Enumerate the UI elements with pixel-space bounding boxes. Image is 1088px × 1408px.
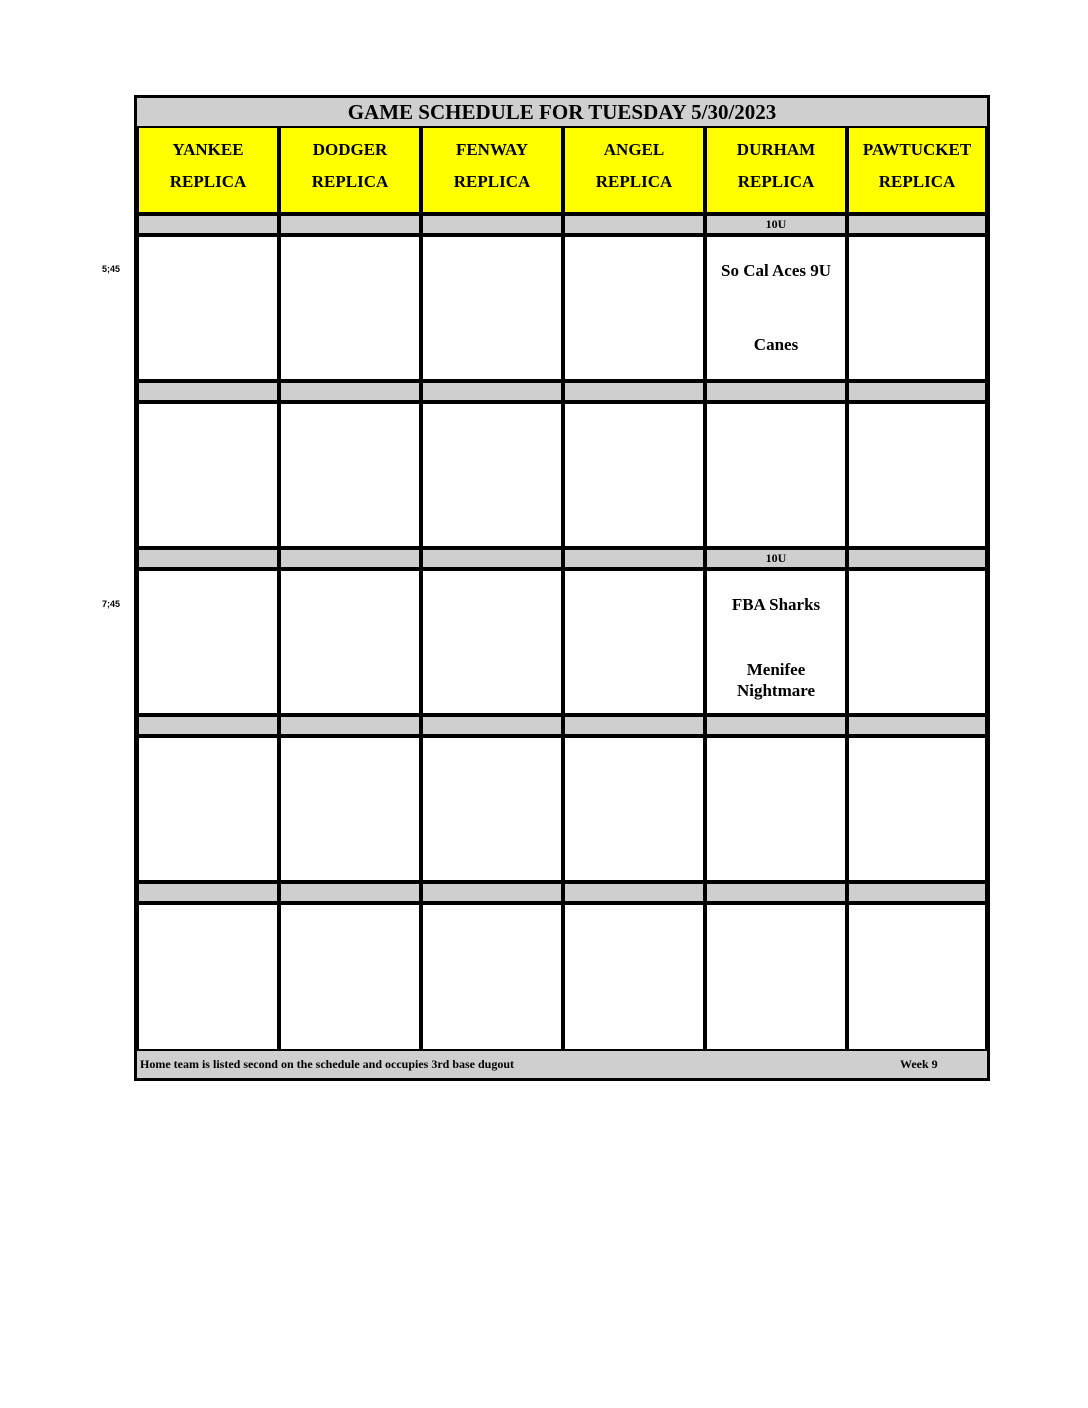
field-name: PAWTUCKET bbox=[862, 140, 972, 159]
game-slot bbox=[137, 569, 279, 715]
division-strip bbox=[279, 548, 421, 569]
division-strip bbox=[421, 882, 563, 903]
game-slot-durham-2 bbox=[705, 569, 847, 715]
field-header-fenway bbox=[421, 126, 563, 214]
division-strip bbox=[137, 882, 279, 903]
division-strip bbox=[847, 214, 987, 235]
game-slot bbox=[279, 569, 421, 715]
division-strip bbox=[705, 715, 847, 736]
division-strip bbox=[137, 715, 279, 736]
field-name: DODGER bbox=[312, 140, 388, 159]
division-strip bbox=[847, 381, 987, 402]
division-strip bbox=[421, 381, 563, 402]
division-strip bbox=[279, 214, 421, 235]
division-strip-durham: 10U bbox=[705, 214, 847, 235]
game-slot bbox=[705, 736, 847, 882]
game-slot bbox=[563, 569, 705, 715]
division-strip bbox=[279, 715, 421, 736]
game-slot bbox=[421, 569, 563, 715]
game-slot bbox=[421, 903, 563, 1051]
game-slot bbox=[847, 903, 987, 1051]
game-slot bbox=[137, 235, 279, 381]
game-slot bbox=[279, 736, 421, 882]
field-header-durham bbox=[705, 126, 847, 214]
division-strip bbox=[563, 214, 705, 235]
field-sub: REPLICA bbox=[453, 172, 531, 191]
game-slot bbox=[705, 402, 847, 548]
schedule-title: GAME SCHEDULE FOR TUESDAY 5/30/2023 bbox=[137, 98, 987, 126]
game-slot bbox=[279, 903, 421, 1051]
game-slot bbox=[847, 569, 987, 715]
game-slot bbox=[279, 402, 421, 548]
time-label: 5;45 bbox=[102, 264, 121, 274]
field-header-yankee bbox=[137, 126, 279, 214]
division-strip bbox=[847, 882, 987, 903]
field-header-angel bbox=[563, 126, 705, 214]
division-strip bbox=[705, 882, 847, 903]
division-strip bbox=[137, 548, 279, 569]
field-sub: REPLICA bbox=[737, 172, 815, 191]
division-strip bbox=[137, 381, 279, 402]
division-strip-durham: 10U bbox=[705, 548, 847, 569]
game-slot bbox=[421, 736, 563, 882]
field-header-pawtucket bbox=[847, 126, 987, 214]
home-team: Canes bbox=[753, 335, 799, 354]
footer-bar bbox=[137, 1051, 987, 1078]
field-name: ANGEL bbox=[603, 140, 665, 159]
field-header-dodger bbox=[279, 126, 421, 214]
away-team: So Cal Aces 9U bbox=[720, 261, 832, 280]
game-slot bbox=[563, 736, 705, 882]
game-slot bbox=[421, 402, 563, 548]
division-strip bbox=[421, 715, 563, 736]
division-strip bbox=[279, 381, 421, 402]
home-team: Menifee Nightmare bbox=[736, 660, 816, 700]
week-label: Week 9 bbox=[900, 1057, 938, 1071]
away-team: FBA Sharks bbox=[731, 595, 821, 614]
schedule-sheet bbox=[134, 95, 990, 1081]
game-slot-durham-1 bbox=[705, 235, 847, 381]
division-strip bbox=[421, 548, 563, 569]
division-strip bbox=[563, 715, 705, 736]
division-strip bbox=[137, 214, 279, 235]
footer-note: Home team is listed second on the schedule and occupies 3rd base dugout bbox=[140, 1057, 515, 1071]
division-strip bbox=[847, 548, 987, 569]
game-slot bbox=[563, 235, 705, 381]
game-slot bbox=[705, 903, 847, 1051]
field-name: YANKEE bbox=[172, 140, 244, 159]
game-slot bbox=[137, 736, 279, 882]
division-strip bbox=[847, 715, 987, 736]
division-strip bbox=[705, 381, 847, 402]
game-slot bbox=[137, 402, 279, 548]
game-slot bbox=[563, 903, 705, 1051]
field-name: DURHAM bbox=[736, 140, 816, 159]
game-slot bbox=[563, 402, 705, 548]
field-name: FENWAY bbox=[455, 140, 529, 159]
division-strip bbox=[279, 882, 421, 903]
division-strip bbox=[563, 882, 705, 903]
game-slot bbox=[847, 235, 987, 381]
game-slot bbox=[279, 235, 421, 381]
time-label: 7;45 bbox=[102, 599, 121, 609]
field-sub: REPLICA bbox=[311, 172, 389, 191]
game-slot bbox=[847, 736, 987, 882]
field-sub: REPLICA bbox=[169, 172, 247, 191]
game-slot bbox=[137, 903, 279, 1051]
game-slot bbox=[421, 235, 563, 381]
division-strip bbox=[563, 548, 705, 569]
division-strip bbox=[563, 381, 705, 402]
division-strip bbox=[421, 214, 563, 235]
field-sub: REPLICA bbox=[595, 172, 673, 191]
field-sub: REPLICA bbox=[878, 172, 956, 191]
game-slot bbox=[847, 402, 987, 548]
